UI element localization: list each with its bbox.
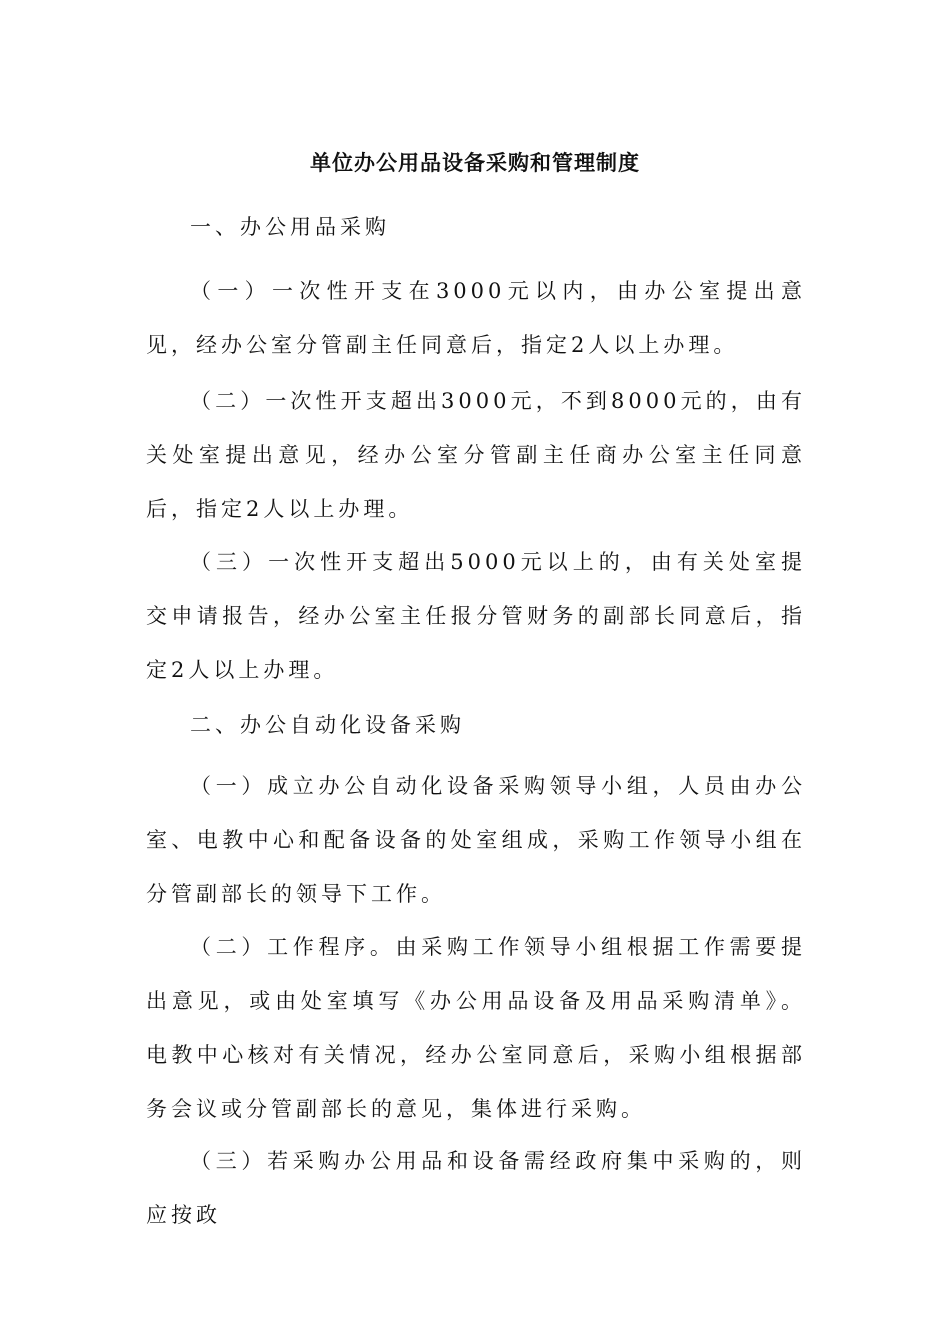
document-title: 单位办公用品设备采购和管理制度	[310, 150, 640, 175]
section-1-heading: 一、办公用品采购	[190, 215, 390, 239]
section-1-paragraph-1: （一）一次性开支在3000元以内，由办公室提出意见，经办公室分管副主任同意后，指定2人以上办理。	[146, 279, 806, 357]
section-1-paragraph-3: （三）一次性开支超出5000元以上的，由有关处室提交申请报告，经办公室主任报分管财务的副部长同意后，指定2人以上办理。	[146, 550, 806, 682]
section-2-paragraph-2: （二）工作程序。由采购工作领导小组根据工作需要提出意见，或由处室填写《办公用品设备及用品采购清单》。电教中心核对有关情况，经办公室同意后，采购小组根据部务会议或分管副部长的意见，集体进行采购。	[146, 935, 806, 1121]
section-2-paragraph-3: （三）若采购办公用品和设备需经政府集中采购的，则应按政	[146, 1149, 806, 1227]
section-2-paragraph-1: （一）成立办公自动化设备采购领导小组，人员由办公室、电教中心和配备设备的处室组成，采购工作领导小组在分管副部长的领导下工作。	[146, 774, 806, 906]
section-1-paragraph-2: （二）一次性开支超出3000元，不到8000元的，由有关处室提出意见，经办公室分管副主任商办公室主任同意后，指定2人以上办理。	[146, 389, 806, 521]
section-2-heading: 二、办公自动化设备采购	[190, 713, 465, 737]
